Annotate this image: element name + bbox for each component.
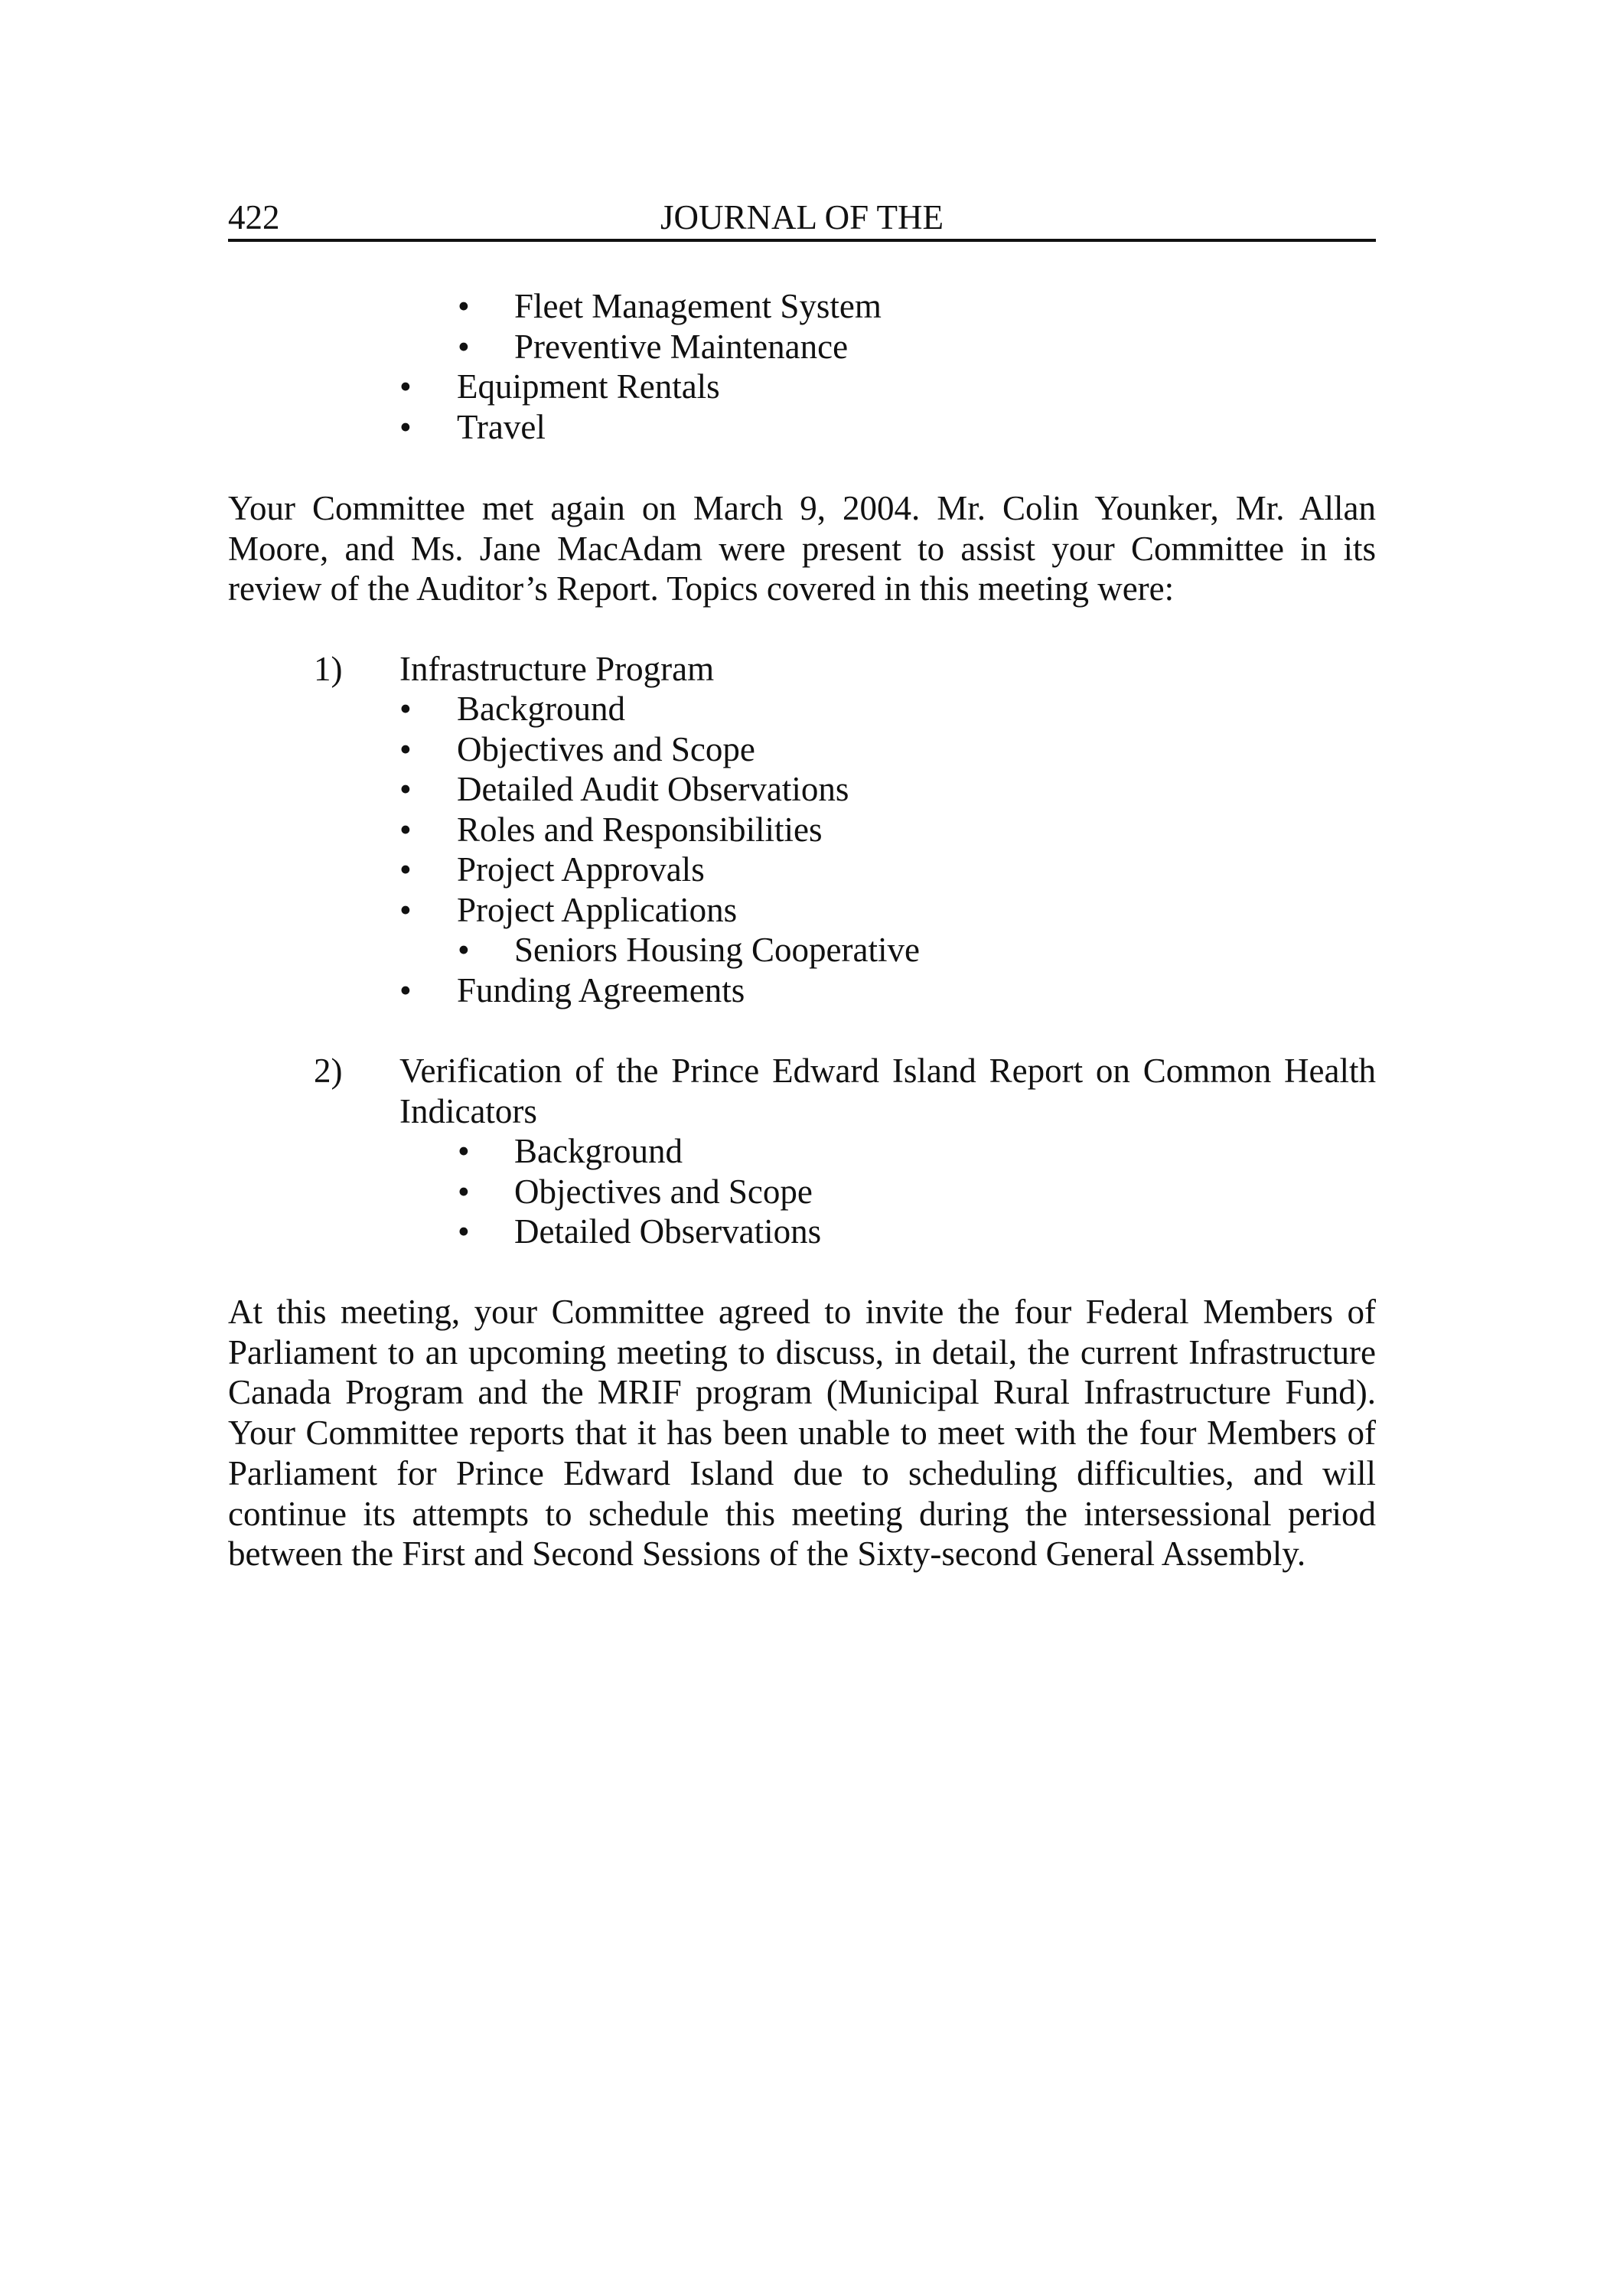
running-title: JOURNAL OF THE — [660, 198, 944, 236]
bullet-icon: • — [399, 810, 412, 849]
list-item: Detailed Observations — [514, 1212, 822, 1251]
list-item: Objectives and Scope — [514, 1172, 813, 1211]
list-item: Seniors Housing Cooperative — [514, 931, 920, 969]
bullet-icon: • — [458, 1132, 470, 1170]
list-item: Equipment Rentals — [457, 367, 720, 406]
list-item: Background — [457, 690, 625, 728]
paragraph-meeting-intro: Your Committee met again on March 9, 2004. Mr. Colin Younker, Mr. Allan Moore, and Ms. Jane MacAdam were present to assist your Committee in its review of the Auditor’s Report. Topics covered in this meeting were: — [228, 489, 1376, 608]
list-item: Roles and Responsibilities — [457, 810, 823, 849]
list-item: Project Approvals — [457, 850, 705, 889]
bullet-icon: • — [458, 1212, 470, 1251]
bullet-icon: • — [399, 971, 412, 1009]
topic-title: Infrastructure Program — [399, 650, 715, 688]
bullet-icon: • — [458, 287, 470, 325]
bullet-icon: • — [458, 328, 470, 366]
bullet-icon: • — [399, 891, 412, 929]
bullet-icon: • — [399, 770, 412, 808]
bullet-icon: • — [399, 690, 412, 728]
topic-number: 2) — [314, 1052, 343, 1090]
topic-title: Verification of the Prince Edward Island Report on Common Health Indicators — [399, 1052, 1376, 1130]
bullet-icon: • — [399, 730, 412, 768]
list-item: Objectives and Scope — [457, 730, 755, 768]
list-item: Detailed Audit Observations — [457, 770, 849, 808]
bullet-icon: • — [458, 1172, 470, 1211]
bullet-icon: • — [399, 367, 412, 406]
page-header — [228, 196, 1376, 242]
list-item: Travel — [457, 408, 546, 446]
list-item: Funding Agreements — [457, 971, 745, 1009]
paragraph-meeting-outcome: At this meeting, your Committee agreed to invite the four Federal Members of Parliament to an upcoming meeting to discuss, in detail, the current Infrastructure Canada Program and the MRIF program (Municipal Rural Infrastructure Fund). Your Committee reports that it has been unable to meet with the four Members of Parliament for Prince Edward Island due to scheduling difficulties, and will continue its attempts to schedule this meeting during the intersessional period between the First and Second Sessions of the Sixty-second General Assembly. — [228, 1293, 1376, 1574]
list-item: Preventive Maintenance — [514, 328, 849, 366]
list-item: Fleet Management System — [514, 287, 882, 325]
list-item: Background — [514, 1132, 683, 1170]
bullet-icon: • — [399, 850, 412, 889]
bullet-icon: • — [399, 408, 412, 446]
bullet-icon: • — [458, 931, 470, 969]
topic-number: 1) — [314, 650, 343, 688]
list-item: Project Applications — [457, 891, 738, 929]
page-number: 422 — [228, 198, 280, 236]
